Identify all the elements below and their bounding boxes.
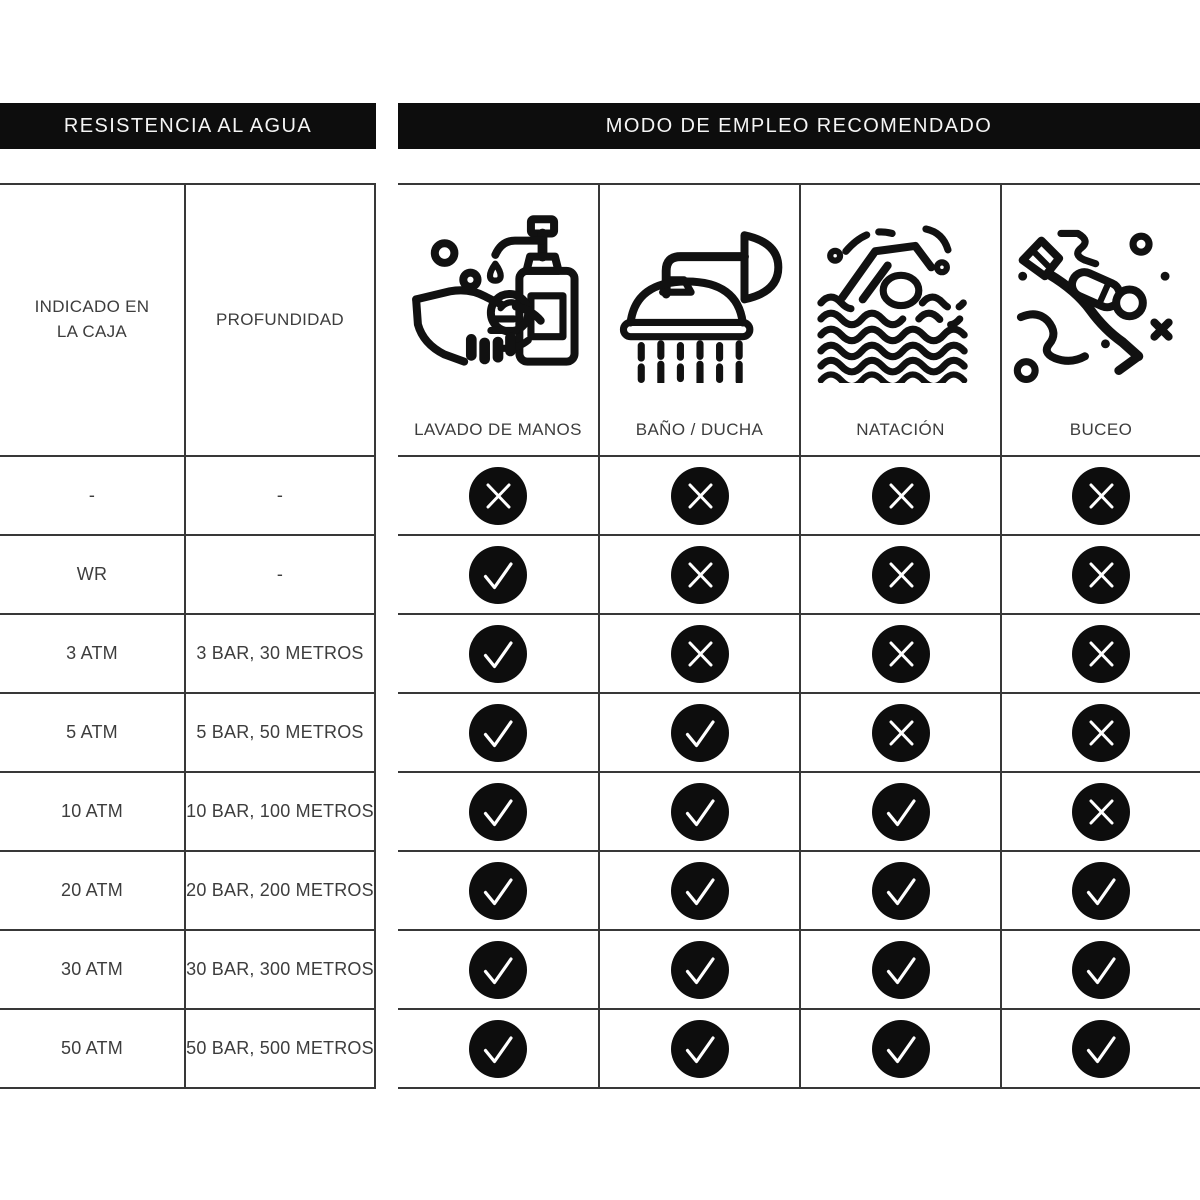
usage-mark-cell — [398, 931, 600, 1010]
check-icon — [469, 704, 527, 762]
cross-icon — [469, 467, 527, 525]
resistance-box-cell: 5 ATM — [0, 694, 186, 773]
usage-mark-cell — [600, 694, 801, 773]
usage-mark-cell — [600, 457, 801, 536]
usage-mark-cell — [1002, 457, 1200, 536]
cross-icon — [872, 546, 930, 604]
column-header-depth: PROFUNDIDAD — [186, 185, 376, 457]
check-icon — [469, 862, 527, 920]
resistance-depth-cell: 30 BAR, 300 METROS — [186, 931, 376, 1010]
usage-mark-cell — [801, 852, 1002, 931]
resistance-table — [0, 183, 376, 1089]
cross-icon — [671, 546, 729, 604]
resistance-box-cell: 3 ATM — [0, 615, 186, 694]
check-icon — [671, 783, 729, 841]
check-icon — [469, 783, 527, 841]
usage-mark-cell — [801, 694, 1002, 773]
cross-icon — [872, 467, 930, 525]
cross-icon — [1072, 625, 1130, 683]
resistance-depth-cell: 5 BAR, 50 METROS — [186, 694, 376, 773]
usage-mark-cell — [600, 931, 801, 1010]
right-section-header — [398, 103, 1200, 149]
check-icon — [671, 941, 729, 999]
activity-header-diving — [1002, 185, 1200, 457]
cross-icon — [671, 625, 729, 683]
usage-mark-cell — [600, 615, 801, 694]
cross-icon — [1072, 467, 1130, 525]
usage-mark-cell — [398, 536, 600, 615]
cross-icon — [1072, 546, 1130, 604]
usage-mark-cell — [1002, 615, 1200, 694]
activity-header-handwash — [398, 185, 600, 457]
usage-mark-cell — [1002, 852, 1200, 931]
cross-icon — [872, 704, 930, 762]
resistance-depth-cell: - — [186, 536, 376, 615]
resistance-depth-cell: 3 BAR, 30 METROS — [186, 615, 376, 694]
check-icon — [671, 704, 729, 762]
shower-icon — [611, 205, 789, 383]
check-icon — [671, 1020, 729, 1078]
activity-label: NATACIÓN — [856, 420, 945, 439]
usage-mark-cell — [1002, 773, 1200, 852]
usage-mark-cell — [1002, 1010, 1200, 1089]
usage-mark-cell — [398, 694, 600, 773]
right-section-title: MODO DE EMPLEO RECOMENDADO — [605, 114, 993, 137]
usage-mark-cell — [600, 773, 801, 852]
usage-table — [398, 183, 1200, 1089]
column-header-box: INDICADO EN LA CAJA — [0, 185, 186, 457]
cross-icon — [1072, 783, 1130, 841]
swimming-icon — [812, 205, 990, 383]
resistance-box-cell: - — [0, 457, 186, 536]
cross-icon — [872, 625, 930, 683]
usage-mark-cell — [600, 852, 801, 931]
check-icon — [1072, 941, 1130, 999]
usage-mark-cell — [1002, 536, 1200, 615]
activity-header-swimming — [801, 185, 1002, 457]
check-icon — [1072, 1020, 1130, 1078]
check-icon — [872, 1020, 930, 1078]
check-icon — [1072, 862, 1130, 920]
check-icon — [872, 783, 930, 841]
activity-label: BUCEO — [1069, 420, 1133, 439]
resistance-box-cell: 20 ATM — [0, 852, 186, 931]
activity-label: LAVADO DE MANOS — [414, 420, 582, 439]
left-section-title: RESISTENCIA AL AGUA — [63, 114, 313, 137]
usage-mark-cell — [398, 457, 600, 536]
usage-mark-cell — [398, 773, 600, 852]
resistance-box-cell: WR — [0, 536, 186, 615]
resistance-box-cell: 50 ATM — [0, 1010, 186, 1089]
cross-icon — [1072, 704, 1130, 762]
usage-mark-cell — [801, 1010, 1002, 1089]
usage-mark-cell — [600, 536, 801, 615]
usage-mark-cell — [801, 931, 1002, 1010]
resistance-depth-cell: - — [186, 457, 376, 536]
check-icon — [469, 546, 527, 604]
usage-mark-cell — [801, 457, 1002, 536]
resistance-depth-cell: 20 BAR, 200 METROS — [186, 852, 376, 931]
usage-mark-cell — [801, 615, 1002, 694]
resistance-box-cell: 10 ATM — [0, 773, 186, 852]
activity-header-shower — [600, 185, 801, 457]
usage-mark-cell — [398, 615, 600, 694]
check-icon — [469, 941, 527, 999]
cross-icon — [671, 467, 729, 525]
resistance-depth-cell: 50 BAR, 500 METROS — [186, 1010, 376, 1089]
resistance-depth-cell: 10 BAR, 100 METROS — [186, 773, 376, 852]
hand-washing-icon — [409, 205, 587, 383]
usage-mark-cell — [600, 1010, 801, 1089]
check-icon — [872, 862, 930, 920]
activity-label: BAÑO / DUCHA — [635, 420, 764, 439]
check-icon — [872, 941, 930, 999]
usage-mark-cell — [398, 1010, 600, 1089]
usage-mark-cell — [1002, 931, 1200, 1010]
resistance-box-cell: 30 ATM — [0, 931, 186, 1010]
diving-icon — [1012, 205, 1190, 383]
usage-mark-cell — [398, 852, 600, 931]
usage-mark-cell — [801, 536, 1002, 615]
check-icon — [671, 862, 729, 920]
check-icon — [469, 625, 527, 683]
check-icon — [469, 1020, 527, 1078]
usage-mark-cell — [1002, 694, 1200, 773]
left-section-header — [0, 103, 376, 149]
usage-mark-cell — [801, 773, 1002, 852]
